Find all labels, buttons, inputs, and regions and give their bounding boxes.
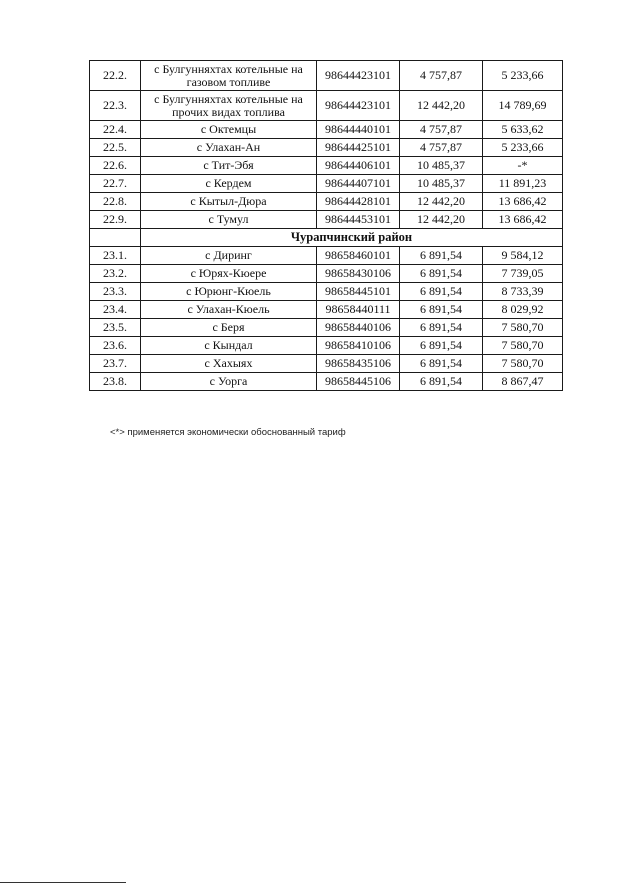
row-number-cell: 23.8.	[90, 373, 141, 391]
row-number-cell: 23.2.	[90, 265, 141, 283]
tariff-value-1-cell: 6 891,54	[400, 247, 483, 265]
settlement-name-cell: с Беря	[141, 319, 317, 337]
settlement-name-cell: с Булгунняхтах котельные на газовом топливе	[141, 61, 317, 91]
tariff-value-1-cell: 4 757,87	[400, 139, 483, 157]
oktmo-code-cell: 98644425101	[317, 139, 400, 157]
tariff-value-1-cell: 12 442,20	[400, 91, 483, 121]
oktmo-code-cell: 98658435106	[317, 355, 400, 373]
tariff-value-2-cell: 7 580,70	[483, 337, 563, 355]
row-number-cell: 22.7.	[90, 175, 141, 193]
tariff-value-2-cell: 11 891,23	[483, 175, 563, 193]
tariff-value-2-cell: 13 686,42	[483, 211, 563, 229]
oktmo-code-cell: 98644407101	[317, 175, 400, 193]
table-row	[90, 61, 563, 91]
table-row	[90, 319, 563, 337]
tariff-value-2-cell: 8 029,92	[483, 301, 563, 319]
oktmo-code-cell: 98644428101	[317, 193, 400, 211]
table-row	[90, 355, 563, 373]
table-body	[90, 61, 563, 391]
footnote-separator-rule	[0, 882, 126, 883]
tariff-value-1-cell: 12 442,20	[400, 193, 483, 211]
tariff-value-1-cell: 6 891,54	[400, 337, 483, 355]
settlement-name-cell: с Диринг	[141, 247, 317, 265]
tariff-value-2-cell: 5 233,66	[483, 139, 563, 157]
oktmo-code-cell: 98658445101	[317, 283, 400, 301]
settlement-name-cell: с Булгунняхтах котельные на прочих видах топлива	[141, 91, 317, 121]
table-row	[90, 139, 563, 157]
table-row	[90, 301, 563, 319]
row-number-cell: 23.1.	[90, 247, 141, 265]
table-row	[90, 91, 563, 121]
tariff-value-1-cell: 10 485,37	[400, 157, 483, 175]
oktmo-code-cell: 98658410106	[317, 337, 400, 355]
row-number-cell: 22.5.	[90, 139, 141, 157]
district-row	[90, 229, 563, 247]
settlement-name-cell: с Кындал	[141, 337, 317, 355]
table-row	[90, 175, 563, 193]
tariff-value-2-cell: 8 733,39	[483, 283, 563, 301]
row-number-cell: 22.8.	[90, 193, 141, 211]
table-row	[90, 373, 563, 391]
tariff-value-1-cell: 6 891,54	[400, 319, 483, 337]
table-row	[90, 265, 563, 283]
tariff-value-1-cell: 6 891,54	[400, 355, 483, 373]
settlement-name-cell: с Хахыях	[141, 355, 317, 373]
tariff-value-1-cell: 10 485,37	[400, 175, 483, 193]
settlement-name-cell: с Октемцы	[141, 121, 317, 139]
tariff-value-2-cell: 5 633,62	[483, 121, 563, 139]
table-row	[90, 211, 563, 229]
row-number-cell: 22.9.	[90, 211, 141, 229]
settlement-name-cell: с Кытыл-Дюра	[141, 193, 317, 211]
tariff-value-1-cell: 4 757,87	[400, 61, 483, 91]
oktmo-code-cell: 98658430106	[317, 265, 400, 283]
tariff-value-2-cell: 8 867,47	[483, 373, 563, 391]
row-number-cell: 22.2.	[90, 61, 141, 91]
table-row	[90, 247, 563, 265]
tariff-value-2-cell: -*	[483, 157, 563, 175]
table-row	[90, 337, 563, 355]
tariff-value-2-cell: 9 584,12	[483, 247, 563, 265]
footnote: <*> применяется экономически обоснованный тариф	[110, 427, 346, 438]
oktmo-code-cell: 98658440106	[317, 319, 400, 337]
tariff-value-2-cell: 13 686,42	[483, 193, 563, 211]
oktmo-code-cell: 98644423101	[317, 91, 400, 121]
oktmo-code-cell: 98644423101	[317, 61, 400, 91]
settlement-name-cell: с Тумул	[141, 211, 317, 229]
oktmo-code-cell: 98644440101	[317, 121, 400, 139]
settlement-name-cell: с Юрюнг-Кюель	[141, 283, 317, 301]
row-number-cell: 23.6.	[90, 337, 141, 355]
tariff-value-1-cell: 4 757,87	[400, 121, 483, 139]
settlement-name-cell: с Юрях-Кюере	[141, 265, 317, 283]
table-row	[90, 193, 563, 211]
row-number-cell: 22.6.	[90, 157, 141, 175]
tariff-table	[89, 60, 563, 391]
settlement-name-cell: с Уорга	[141, 373, 317, 391]
oktmo-code-cell: 98644453101	[317, 211, 400, 229]
table-row	[90, 157, 563, 175]
oktmo-code-cell: 98658445106	[317, 373, 400, 391]
tariff-value-2-cell: 7 739,05	[483, 265, 563, 283]
row-number-cell: 22.4.	[90, 121, 141, 139]
settlement-name-cell: с Улахан-Ан	[141, 139, 317, 157]
tariff-value-2-cell: 14 789,69	[483, 91, 563, 121]
district-heading: Чурапчинский район	[141, 229, 563, 247]
oktmo-code-cell: 98658440111	[317, 301, 400, 319]
settlement-name-cell: с Улахан-Кюель	[141, 301, 317, 319]
tariff-value-2-cell: 7 580,70	[483, 319, 563, 337]
settlement-name-cell: с Тит-Эбя	[141, 157, 317, 175]
tariff-value-2-cell: 5 233,66	[483, 61, 563, 91]
tariff-value-1-cell: 6 891,54	[400, 283, 483, 301]
row-number-cell: 23.5.	[90, 319, 141, 337]
row-number-cell: 22.3.	[90, 91, 141, 121]
row-number-cell: 23.4.	[90, 301, 141, 319]
oktmo-code-cell: 98644406101	[317, 157, 400, 175]
district-empty-cell	[90, 229, 141, 247]
oktmo-code-cell: 98658460101	[317, 247, 400, 265]
row-number-cell: 23.3.	[90, 283, 141, 301]
tariff-value-1-cell: 6 891,54	[400, 301, 483, 319]
tariff-value-2-cell: 7 580,70	[483, 355, 563, 373]
row-number-cell: 23.7.	[90, 355, 141, 373]
tariff-value-1-cell: 12 442,20	[400, 211, 483, 229]
table-row	[90, 283, 563, 301]
table-row	[90, 121, 563, 139]
settlement-name-cell: с Кердем	[141, 175, 317, 193]
tariff-value-1-cell: 6 891,54	[400, 373, 483, 391]
tariff-value-1-cell: 6 891,54	[400, 265, 483, 283]
